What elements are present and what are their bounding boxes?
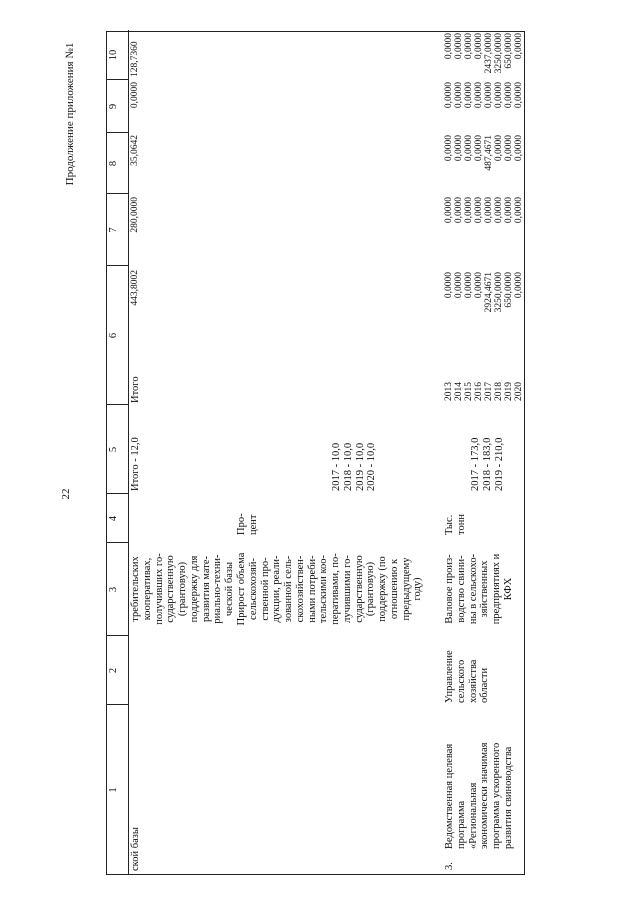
column-number-5: 5 — [108, 446, 119, 453]
column-number-10: 10 — [108, 49, 119, 61]
page-number: 22 — [60, 488, 72, 500]
row3-col7: 0,0000 0,0000 0,0000 0,0000 0,0000 0,0000 0,0000 0,0000 — [444, 197, 525, 224]
row-growth-unit: Про- цент — [236, 513, 259, 535]
row-growth-targets: 2017 - 10,0 2018 - 10,0 2019 - 10,0 2020 - 10,0 — [331, 442, 378, 491]
column-number-9: 9 — [108, 103, 119, 110]
row3-program-name: Ведомственная целевая программа «Региональная экономически значимая программа ускоренного развития свиноводства — [444, 742, 514, 849]
column-number-4: 4 — [108, 515, 119, 522]
row-growth-indicator: Прирост объема сельскохозяй- ственной про- дукции, реали- зованной сель- скохозяйствен- ными потреби- тельскими коо- перативами, по- лучившими го- сударственную (грантовую) поддержку (по отношению к предыдущему году) — [236, 552, 424, 626]
row3-targets: 2017 - 173,0 2018 - 183,0 2019 - 210,0 — [470, 437, 505, 491]
row3-col6: 0,0000 0,0000 0,0000 0,0000 2924,4671 3250,0000 650,0000 0,0000 — [444, 272, 525, 313]
row-prev-col10: 128,7360 — [130, 41, 140, 77]
row3-col10: 0,0000 0,0000 0,0000 0,0000 2437,0000 3250,0000 650,0000 0,0000 — [444, 33, 525, 74]
row-prev-col1: ской базы — [130, 827, 141, 871]
row3-col8: 0,0000 0,0000 0,0000 0,0000 487,4671 0,0000 0,0000 0,0000 — [444, 135, 525, 171]
column-number-6: 6 — [108, 332, 119, 339]
row-prev-indicator: требительских кооперативах, получивших го- сударственную (грантовую) поддержку для развития мате- риально-техни- ческой базы — [130, 553, 235, 625]
column-number-3: 3 — [108, 586, 119, 593]
row-prev-total-label: Итого — [130, 376, 141, 403]
program-table — [106, 30, 526, 875]
row-prev-col8: 35,0642 — [130, 135, 140, 166]
row3-col9: 0,0000 0,0000 0,0000 0,0000 0,0000 0,0000 0,0000 0,0000 — [444, 82, 525, 109]
row-prev-col7: 280,0000 — [130, 197, 140, 233]
header-divider — [128, 30, 129, 875]
row3-indicator: Валовое произ- водство свини- ны в сельскохо- зяйственных предприятиях и КФХ — [444, 553, 514, 625]
row3-number: 3. — [444, 862, 455, 870]
row3-unit: Тыс. тонн — [444, 514, 467, 535]
row3-years: 2013 2014 2015 2016 2017 2018 2019 2020 — [444, 382, 525, 401]
row3-executor: Управление сельского хозяйства области — [444, 650, 491, 703]
continuation-heading: Продолжение приложения №1 — [64, 42, 76, 186]
row-prev-total-value: 443,8002 — [130, 270, 140, 306]
column-number-7: 7 — [108, 227, 119, 233]
row-prev-col9: 0,0000 — [130, 82, 140, 109]
column-number-8: 8 — [108, 160, 119, 167]
row-prev-target: Итого - 12,0 — [130, 437, 141, 491]
column-number-2: 2 — [108, 667, 119, 674]
column-number-1: 1 — [108, 787, 119, 793]
